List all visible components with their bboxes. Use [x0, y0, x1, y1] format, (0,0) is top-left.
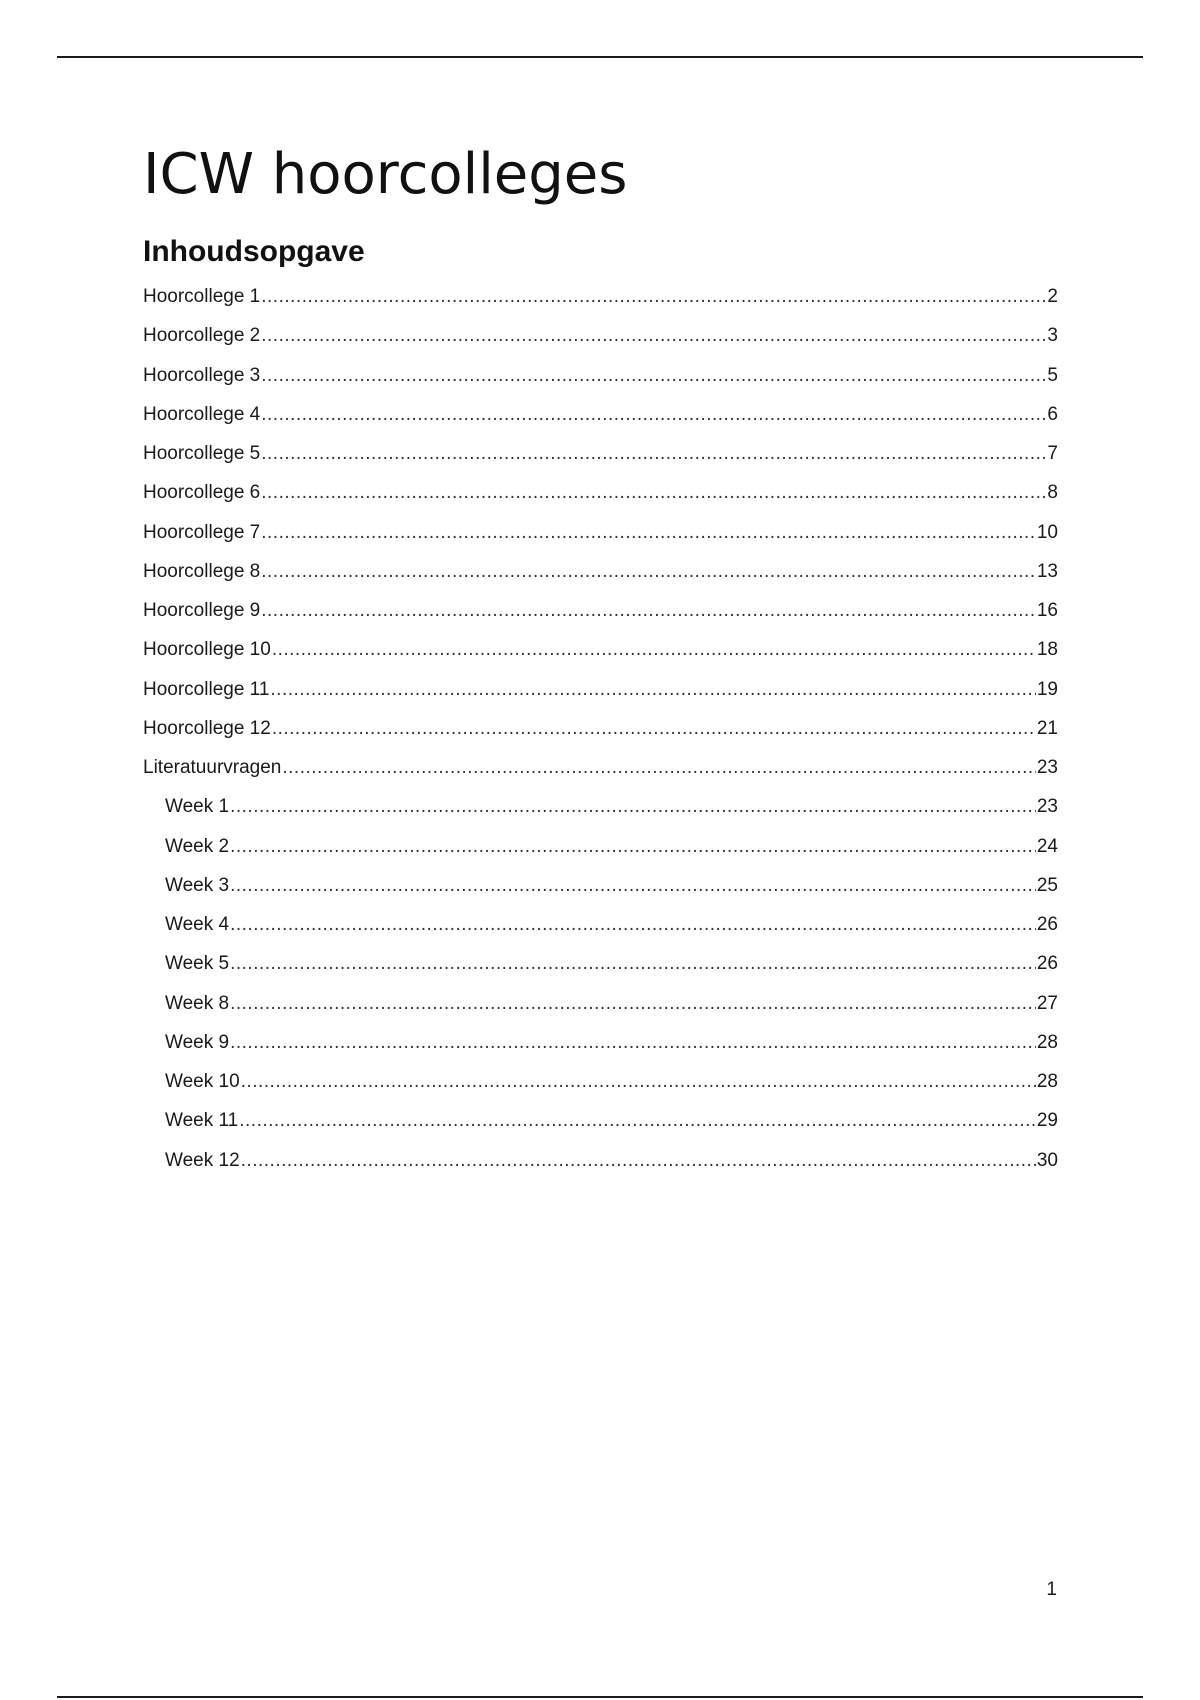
page-number: 1: [1046, 1579, 1057, 1600]
toc-entry-page-number: 2: [1047, 286, 1058, 307]
toc-entry-label: Hoorcollege 5: [143, 443, 261, 464]
toc-dot-leader: [261, 364, 1046, 388]
toc-entry-page-number: 28: [1036, 1031, 1058, 1053]
toc-entry-page-number: 28: [1036, 1071, 1058, 1092]
toc-entry[interactable]: [143, 1070, 1058, 1109]
toc-dot-leader: [261, 560, 1036, 584]
toc-entry[interactable]: [143, 521, 1058, 560]
toc-entry-page-number: 13: [1036, 560, 1058, 582]
toc-entry-label: Week 8: [165, 992, 230, 1014]
bottom-rule: [57, 1696, 1143, 1698]
toc-entry-page-number: 3: [1047, 325, 1058, 347]
toc-entry-label: Hoorcollege 10: [143, 639, 271, 661]
toc-entry[interactable]: [143, 717, 1058, 756]
toc-entry-page-number: 7: [1047, 443, 1058, 464]
toc-entry[interactable]: [143, 678, 1058, 717]
toc-entry-page-number: 23: [1036, 757, 1058, 778]
toc-entry[interactable]: [143, 403, 1058, 442]
toc-entry-label: Hoorcollege 11: [143, 678, 270, 700]
toc-entry[interactable]: [143, 481, 1058, 520]
toc-entry[interactable]: [143, 442, 1058, 481]
toc-entry-label: Hoorcollege 9: [143, 600, 261, 621]
toc-entry[interactable]: [143, 285, 1058, 324]
toc-entry-page-number: 25: [1036, 874, 1058, 896]
toc-entry-label: Week 3: [165, 874, 230, 896]
toc-entry-label: Hoorcollege 3: [143, 364, 261, 386]
toc-entry[interactable]: [143, 913, 1058, 952]
toc-dot-leader: [261, 285, 1046, 309]
toc-entry-page-number: 16: [1036, 600, 1058, 621]
document-title: ICW hoorcolleges: [143, 142, 628, 207]
toc-dot-leader: [270, 678, 1035, 702]
toc-entry-label: Hoorcollege 7: [143, 521, 261, 543]
toc-entry-page-number: 29: [1036, 1110, 1058, 1132]
toc-entry-label: Week 1: [165, 796, 230, 818]
toc-entry[interactable]: [143, 992, 1058, 1031]
toc-entry-label: Hoorcollege 1: [143, 286, 261, 307]
toc-entry-label: Literatuurvragen: [143, 757, 282, 778]
toc-dot-leader: [230, 992, 1036, 1016]
toc-dot-leader: [261, 599, 1036, 623]
toc-entry-page-number: 30: [1036, 1149, 1058, 1171]
toc-entry-label: Week 12: [165, 1149, 240, 1171]
toc-dot-leader: [230, 835, 1036, 859]
top-rule: [57, 56, 1143, 58]
toc-entry[interactable]: [143, 1149, 1058, 1188]
toc-dot-leader: [261, 324, 1046, 348]
toc-entry-page-number: 26: [1036, 953, 1058, 975]
toc-dot-leader: [261, 521, 1036, 545]
table-of-contents: [143, 285, 1058, 1188]
toc-entry-label: Hoorcollege 12: [143, 717, 271, 739]
toc-entry-page-number: 10: [1036, 521, 1058, 543]
toc-dot-leader: [261, 481, 1046, 505]
toc-dot-leader: [282, 756, 1035, 780]
toc-entry-page-number: 6: [1047, 403, 1058, 425]
toc-dot-leader: [261, 442, 1046, 466]
toc-dot-leader: [230, 952, 1036, 976]
toc-dot-leader: [230, 1031, 1036, 1055]
toc-entry-page-number: 24: [1036, 835, 1058, 857]
toc-entry-page-number: 18: [1036, 639, 1058, 661]
toc-dot-leader: [239, 1109, 1036, 1133]
toc-entry[interactable]: [143, 1031, 1058, 1070]
toc-entry-label: Hoorcollege 6: [143, 482, 261, 504]
toc-entry[interactable]: [143, 364, 1058, 403]
toc-entry-label: Week 5: [165, 953, 230, 975]
toc-entry[interactable]: [143, 638, 1058, 677]
toc-entry[interactable]: [143, 1109, 1058, 1148]
toc-entry[interactable]: [143, 560, 1058, 599]
toc-dot-leader: [272, 717, 1036, 741]
toc-entry-page-number: 26: [1036, 914, 1058, 935]
toc-entry-label: Hoorcollege 8: [143, 560, 261, 582]
toc-entry[interactable]: [143, 324, 1058, 363]
toc-dot-leader: [230, 913, 1036, 937]
toc-entry-label: Hoorcollege 2: [143, 325, 261, 347]
toc-entry-label: Week 4: [165, 914, 230, 935]
toc-entry-page-number: 27: [1036, 992, 1058, 1014]
toc-entry-label: Hoorcollege 4: [143, 403, 261, 425]
toc-entry[interactable]: [143, 874, 1058, 913]
toc-entry[interactable]: [143, 756, 1058, 795]
toc-entry-page-number: 8: [1047, 482, 1058, 504]
toc-dot-leader: [230, 795, 1036, 819]
toc-entry-page-number: 19: [1036, 678, 1058, 700]
toc-entry[interactable]: [143, 599, 1058, 638]
toc-entry[interactable]: [143, 952, 1058, 991]
toc-entry[interactable]: [143, 795, 1058, 834]
toc-dot-leader: [241, 1070, 1036, 1094]
toc-entry-label: Week 10: [165, 1071, 240, 1092]
toc-entry-page-number: 21: [1036, 717, 1058, 739]
toc-dot-leader: [241, 1149, 1036, 1173]
toc-entry-label: Week 9: [165, 1031, 230, 1053]
toc-entry[interactable]: [143, 835, 1058, 874]
toc-heading: Inhoudsopgave: [143, 235, 365, 268]
toc-dot-leader: [230, 874, 1036, 898]
toc-dot-leader: [272, 638, 1036, 662]
toc-entry-page-number: 5: [1047, 364, 1058, 386]
toc-entry-label: Week 2: [165, 835, 230, 857]
toc-entry-page-number: 23: [1036, 796, 1058, 818]
toc-entry-label: Week 11: [165, 1110, 239, 1132]
toc-dot-leader: [261, 403, 1046, 427]
